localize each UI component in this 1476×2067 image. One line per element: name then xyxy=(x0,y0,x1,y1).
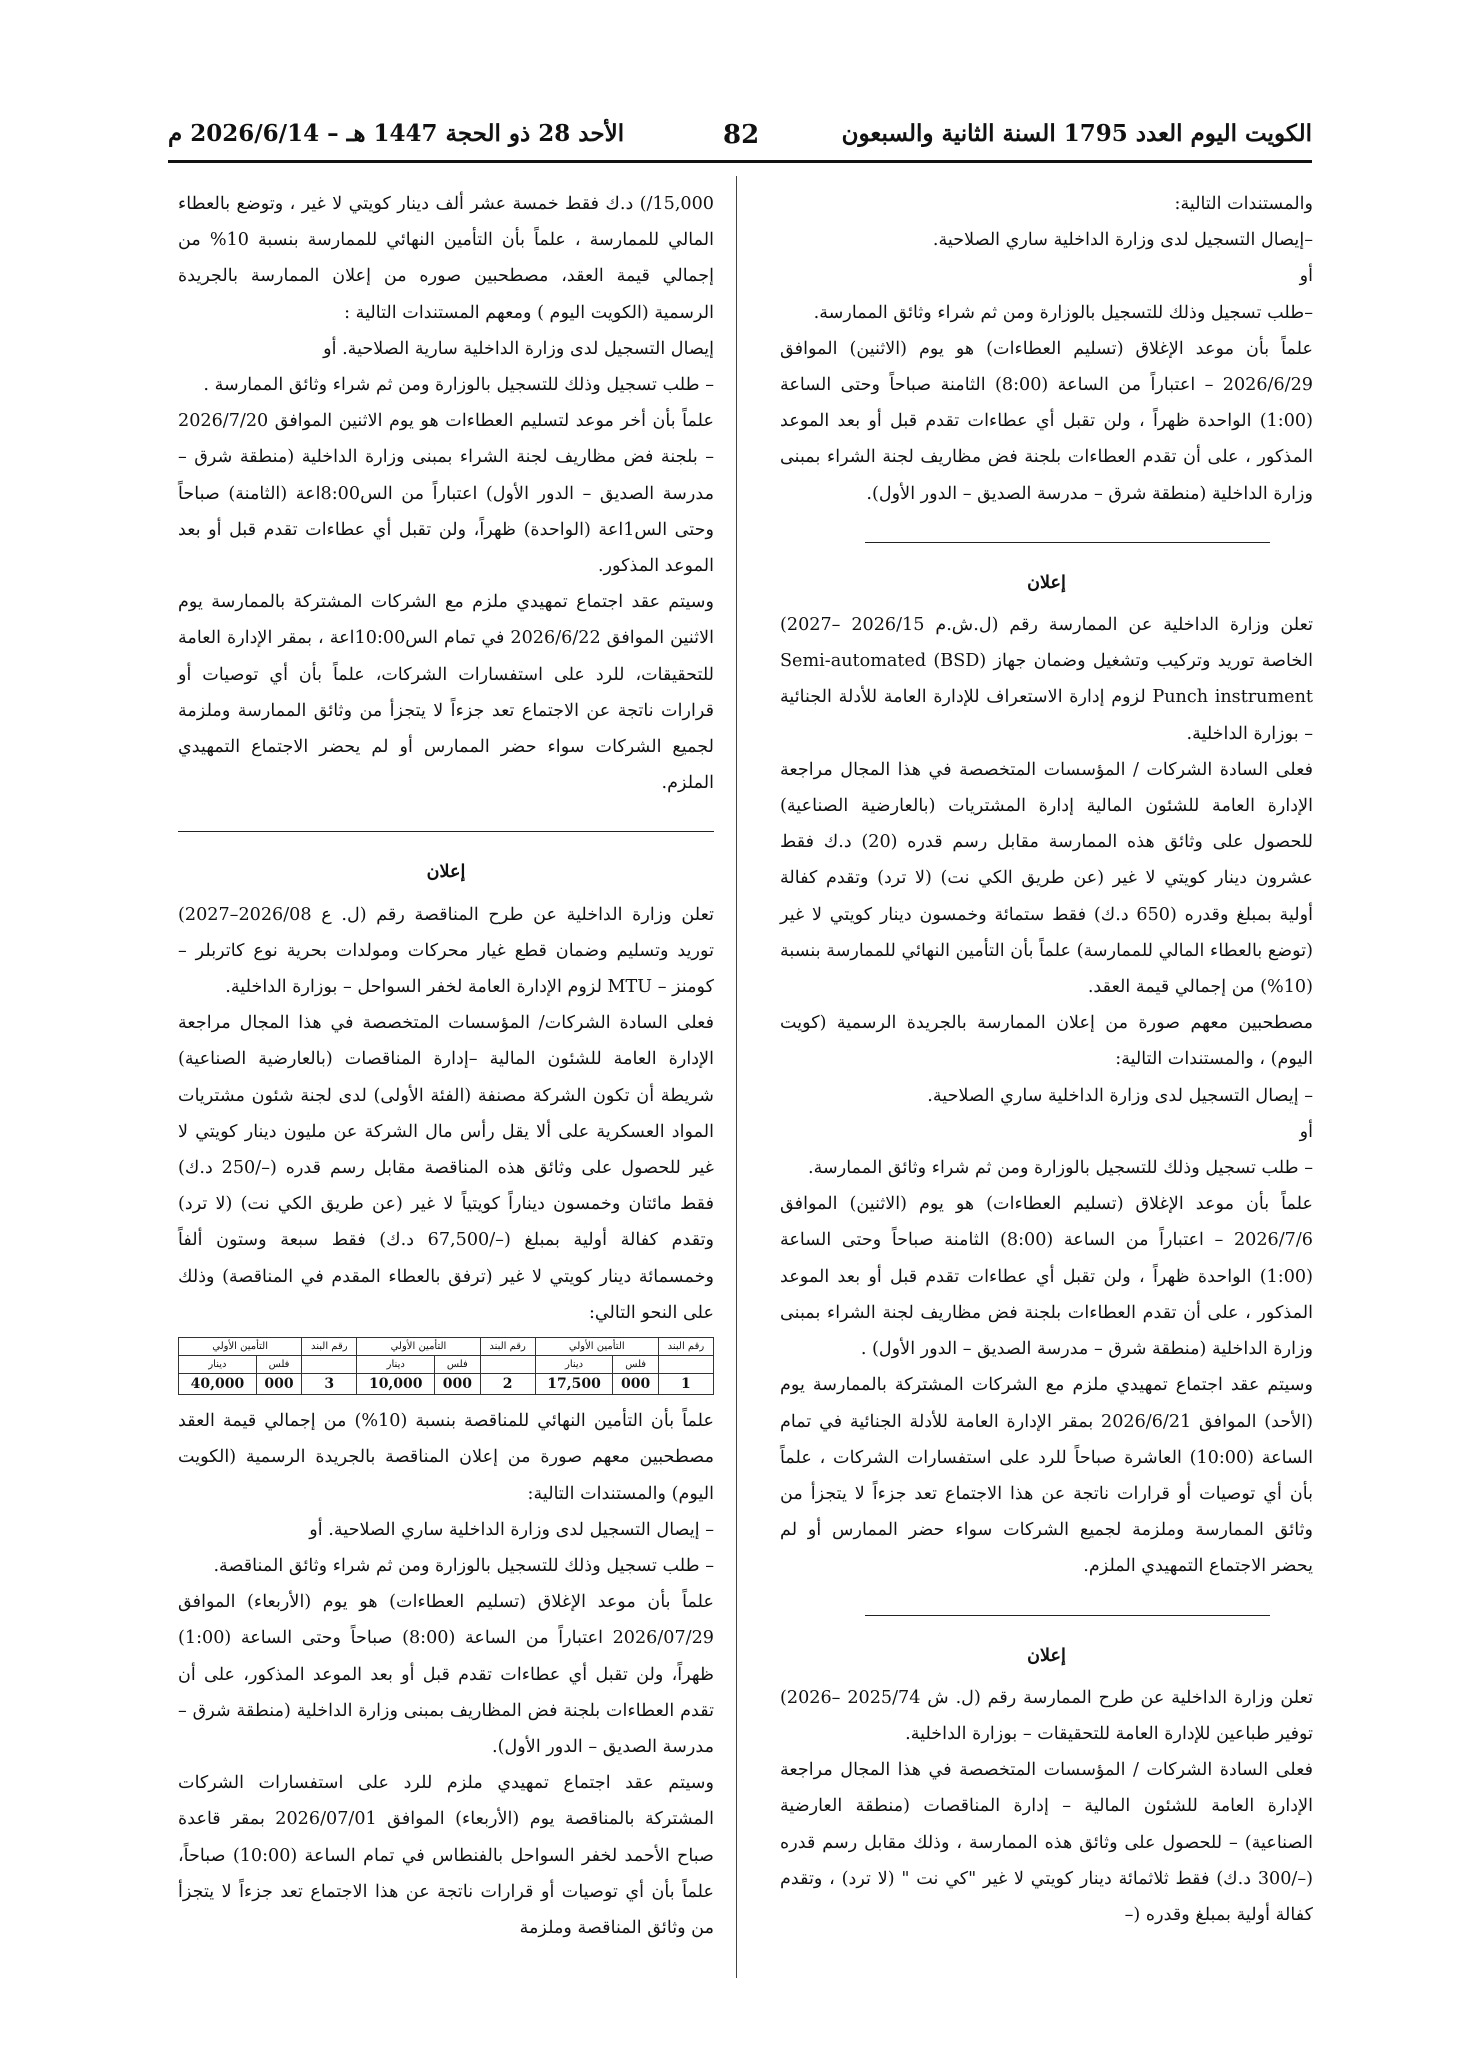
fils-header: فلس xyxy=(613,1356,658,1374)
announcement-title: إعلان xyxy=(1027,1644,1066,1666)
paragraph: علماً بأن موعد الإغلاق (تسليم العطاءات) هو يوم (الأربعاء) الموافق 2026/07/29 اعتباراً من الساعة (8:00) صباحاً وحتى الساعة (1:00) ظهراً، ولن تقبل أي عطاءات تقدم قبل أو بعد الموعد المذكور، على أن تقدم العطاءات بلجنة فض المظاريف بمبنى وزارة الداخلية (منطقة شرق – مدرسة الصديق – الدور الأول). xyxy=(178,1592,714,1757)
item-header: رقم البند xyxy=(658,1338,713,1356)
paragraph: علماً بأن موعد الإغلاق (تسليم العطاءات) هو يوم (الاثنين) الموافق 2026/6/29 – اعتباراً من الساعة (8:00) الثامنة صباحاً وحتى الساعة (1:00) الواحدة ظهراً ، ولن تقبل أي عطاءات تقدم قبل أو بعد الموعد المذكور ، على أن تقدم العطاءات بلجنة فض مظاريف لجنة الشراء بمبنى وزارة الداخلية (منطقة شرق – مدرسة الصديق – الدور الأول). xyxy=(780,338,1313,504)
header-issue-info: الكويت اليوم العدد 1795 السنة الثانية والسبعون xyxy=(841,120,1312,147)
paragraph: تعلن وزارة الداخلية عن الممارسة رقم (ل.ش.م 2026/15 –2027) الخاصة توريد وتركيب وتشغيل وضمان جهاز (Semi-automated (BSD Punch instrument لزوم إدارة الاستعراف للإدارة العامة للأدلة الجنائية – بوزارة الداخلية. xyxy=(780,615,1313,744)
paragraph: وسيتم عقد اجتماع تمهيدي ملزم مع الشركات المشتركة بالممارسة يوم الاثنين الموافق 2026/6/22 في تمام الس10:00اعة ، بمقر الإدارة العامة للتحقيقات، للرد على استفسارات الشركات، علماً بأن أي توصيات أو قرارات ناتجة عن الاجتماع تعد جزءاً لا يتجزأ من وثائق الممارسة وملزمة لجميع الشركات سواء حضر الممارس أو لم يحضر الاجتماع التمهيدي الملزم. xyxy=(178,592,714,794)
dinar-header: دينار xyxy=(357,1356,435,1374)
table-row xyxy=(179,1374,714,1395)
paragraph: إيصال التسجيل لدى وزارة الداخلية سارية الصلاحية. أو xyxy=(323,338,714,359)
left-column xyxy=(178,186,714,1946)
page-number: 82 xyxy=(723,120,760,150)
paragraph: – إيصال التسجيل لدى وزارة الداخلية ساري الصلاحية. xyxy=(927,1085,1313,1106)
paragraph: علماً بأن أخر موعد لتسليم العطاءات هو يوم الاثنين الموافق 2026/7/20 – بلجنة فض مظاريف لجنة الشراء بمبنى وزارة الداخلية (منطقة شرق – مدرسة الصديق – الدور الأول) اعتباراً من الس8:00اعة (الثامنة) صباحاً وحتى الس1اعة (الواحدة) ظهراً، ولن تقبل أي عطاءات تقدم قبل أو بعد الموعد المذكور. xyxy=(178,411,714,577)
announcement-separator xyxy=(865,1615,1270,1616)
announcement-separator xyxy=(178,831,714,832)
continued-announcement xyxy=(780,186,1313,512)
announcement-title: إعلان xyxy=(426,861,466,883)
item-number: 2 xyxy=(480,1374,535,1395)
item-header: رقم البند xyxy=(302,1338,357,1356)
paragraph: تعلن وزارة الداخلية عن طرح الممارسة رقم (ل. ش 2025/74 –2026) توفير طباعين للإدارة العامة للتحقيقات – بوزارة الداخلية. xyxy=(780,1687,1313,1744)
insurance-header: التأمين الأولي xyxy=(535,1338,658,1356)
dinar-value: 40,000 xyxy=(179,1374,257,1395)
paragraph: والمستندات التالية: xyxy=(1174,194,1313,214)
table-header-row xyxy=(179,1338,714,1356)
paragraph: – طلب تسجيل وذلك للتسجيل بالوزارة ومن ثم شراء وثائق الممارسة . xyxy=(203,375,714,396)
announcement-title: إعلان xyxy=(1027,571,1066,593)
paragraph: علماً بأن موعد الإغلاق (تسليم العطاءات) هو يوم (الاثنين) الموافق 2026/7/6 – اعتباراً من الساعة (8:00) الثامنة صباحاً وحتى الساعة (1:00) الواحدة ظهراً ، ولن تقبل أي عطاءات تقدم قبل أو بعد الموعد المذكور ، على أن تقدم العطاءات بلجنة فض مظاريف لجنة الشراء بمبنى وزارة الداخلية (منطقة شرق – مدرسة الصديق – الدور الأول) . xyxy=(780,1194,1313,1360)
paragraph: علماً بأن التأمين النهائي للمناقصة بنسبة (10%) من إجمالي قيمة العقد مصطحبين معهم صورة من إعلان المناقصة بالجريدة الرسمية (الكويت اليوم) والمستندات التالية: xyxy=(178,1411,714,1504)
announcement-bsd xyxy=(780,565,1313,1585)
page-header xyxy=(168,114,1312,162)
item-number: 3 xyxy=(302,1374,357,1395)
fils-value: 000 xyxy=(613,1374,658,1395)
right-column xyxy=(780,186,1313,1933)
paragraph: 15,000/) د.ك فقط خمسة عشر ألف دينار كويتي لا غير ، وتوضع بالعطاء المالي للممارسة ، علماً بأن التأمين النهائي للممارسة بنسبة 10% من إجمالي قيمة العقد، مصطحبين صوره من إعلان الممارسة بالجريدة الرسمية (الكويت اليوم ) ومعهم المستندات التالية : xyxy=(178,194,714,323)
insurance-header: التأمين الأولي xyxy=(357,1338,480,1356)
paragraph: – طلب تسجيل وذلك للتسجيل بالوزارة ومن ثم شراء وثائق المناقصة. xyxy=(213,1555,714,1576)
dinar-header: دينار xyxy=(535,1356,613,1374)
header-rule xyxy=(168,160,1312,163)
column-divider xyxy=(736,176,737,1978)
item-number: 1 xyxy=(658,1374,713,1395)
paragraph: تعلن وزارة الداخلية عن طرح المناقصة رقم (ل. ع 2026/08–2027) توريد وتسليم وضمان قطع غيار محركات ومولدات بحرية نوع كاتربلر – كومنز – MTU لزوم الإدارة العامة لخفر السواحل – بوزارة الداخلية. xyxy=(178,904,714,998)
paragraph: فعلى السادة الشركات / المؤسسات المتخصصة في هذا المجال مراجعة الإدارة العامة للشئون المالية – إدارة المناقصات (منطقة العارضية الصناعية) – للحصول على وثائق هذه الممارسة ، وذلك مقابل رسم قدره (–/300 د.ك) فقط ثلاثمائة دينار كويتي لا غير "كي نت " (لا ترد) ، وتقدم كفالة أولية بمبلغ وقدره (– xyxy=(780,1760,1313,1925)
paragraph: أو xyxy=(1299,266,1313,287)
paragraph: فعلى السادة الشركات / المؤسسات المتخصصة في هذا المجال مراجعة الإدارة العامة للشئون المالية إدارة المشتريات (بالعارضية الصناعية) للحصول على وثائق هذه الممارسة مقابل رسم قدره (20) د.ك فقط عشرون دينار كويتي لا غير (عن طريق الكي نت) (لا ترد) وتقدم كفالة أولية بمبلغ وقدره (650 د.ك) فقط ستمائة وخمسون دينار كويتي لا غير (توضع بالعطاء المالي للممارسة) علماً بأن التأمين النهائي للممارسة بنسبة (10%) من إجمالي قيمة العقد. xyxy=(780,759,1314,998)
paragraph: –إيصال التسجيل لدى وزارة الداخلية ساري الصلاحية. xyxy=(932,230,1313,251)
fils-value: 000 xyxy=(435,1374,480,1395)
announcement-tender-parts xyxy=(178,854,714,1946)
item-header: رقم البند xyxy=(480,1338,535,1356)
items-table xyxy=(178,1337,714,1395)
announcement-typists xyxy=(780,1638,1313,1934)
paragraph: –طلب تسجيل وذلك للتسجيل بالوزارة ومن ثم شراء وثائق الممارسة. xyxy=(813,302,1313,323)
paragraph: – إيصال التسجيل لدى وزارة الداخلية ساري الصلاحية. أو xyxy=(309,1519,714,1540)
fils-header: فلس xyxy=(256,1356,301,1374)
paragraph: مصطحبين معهم صورة من إعلان الممارسة بالجريدة الرسمية (كويت اليوم) ، والمستندات التالية: xyxy=(780,1013,1313,1070)
insurance-header: التأمين الأولي xyxy=(179,1338,302,1356)
dinar-value: 10,000 xyxy=(357,1374,435,1395)
dinar-value: 17,500 xyxy=(535,1374,613,1395)
paragraph: وسيتم عقد اجتماع تمهيدي ملزم للرد على استفسارات الشركات المشتركة بالمناقصة يوم (الأربعاء) الموافق 2026/07/01 بمقر قاعدة صباح الأحمد لخفر السواحل بالفنطاس في تمام الساعة (10:00) صباحاً، علماً بأن أي توصيات أو قرارات ناتجة عن هذا الاجتماع تعد جزءاً لا يتجزأ من وثائق المناقصة وملزمة xyxy=(178,1773,714,1938)
fils-header: فلس xyxy=(435,1356,480,1374)
paragraph: أو xyxy=(1299,1121,1313,1142)
table-subheader-row xyxy=(179,1356,714,1374)
header-date: الأحد 28 ذو الحجة 1447 هـ – 2026/6/14 م xyxy=(168,120,625,147)
paragraph: – طلب تسجيل وذلك للتسجيل بالوزارة ومن ثم شراء وثائق الممارسة. xyxy=(808,1158,1313,1179)
fils-value: 000 xyxy=(256,1374,301,1395)
dinar-header: دينار xyxy=(179,1356,257,1374)
continued-announcement xyxy=(178,186,714,801)
announcement-separator xyxy=(865,542,1270,543)
paragraph: وسيتم عقد اجتماع تمهيدي ملزم مع الشركات المشتركة بالممارسة يوم (الأحد) الموافق 2026/6/21 بمقر الإدارة العامة للأدلة الجنائية في تمام الساعة (10:00) العاشرة صباحاً للرد على استفسارات الشركات ، علماً بأن أي توصيات أو قرارات ناتجة عن هذا الاجتماع تعد جزءاً لا يتجزأ من وثائق الممارسة وملزمة لجميع الشركات سواء حضر الممارس أو لم يحضر الاجتماع التمهيدي الملزم. xyxy=(780,1375,1313,1577)
paragraph: فعلى السادة الشركات/ المؤسسات المتخصصة في هذا المجال مراجعة الإدارة العامة للشئون المالية –إدارة المناقصات (بالعارضية الصناعية) شريطة أن تكون الشركة مصنفة (الفئة الأولى) لدى لجنة شئون مشتريات المواد العسكرية على ألا يقل رأس مال الشركة عن مليون دينار كويتي لا غير للحصول على وثائق هذه المناقصة مقابل رسم قدره (–/250 د.ك) فقط مائتان وخمسون ديناراً كويتياً لا غير (عن طريق الكي نت) (لا ترد) وتقدم كفالة أولية بمبلغ (–/67,500 د.ك) فقط سبعة وستون ألفاً وخمسمائة دينار كويتي لا غير (ترفق بالعطاء المقدم في المناقصة) وذلك على النحو التالي: xyxy=(178,1013,714,1323)
